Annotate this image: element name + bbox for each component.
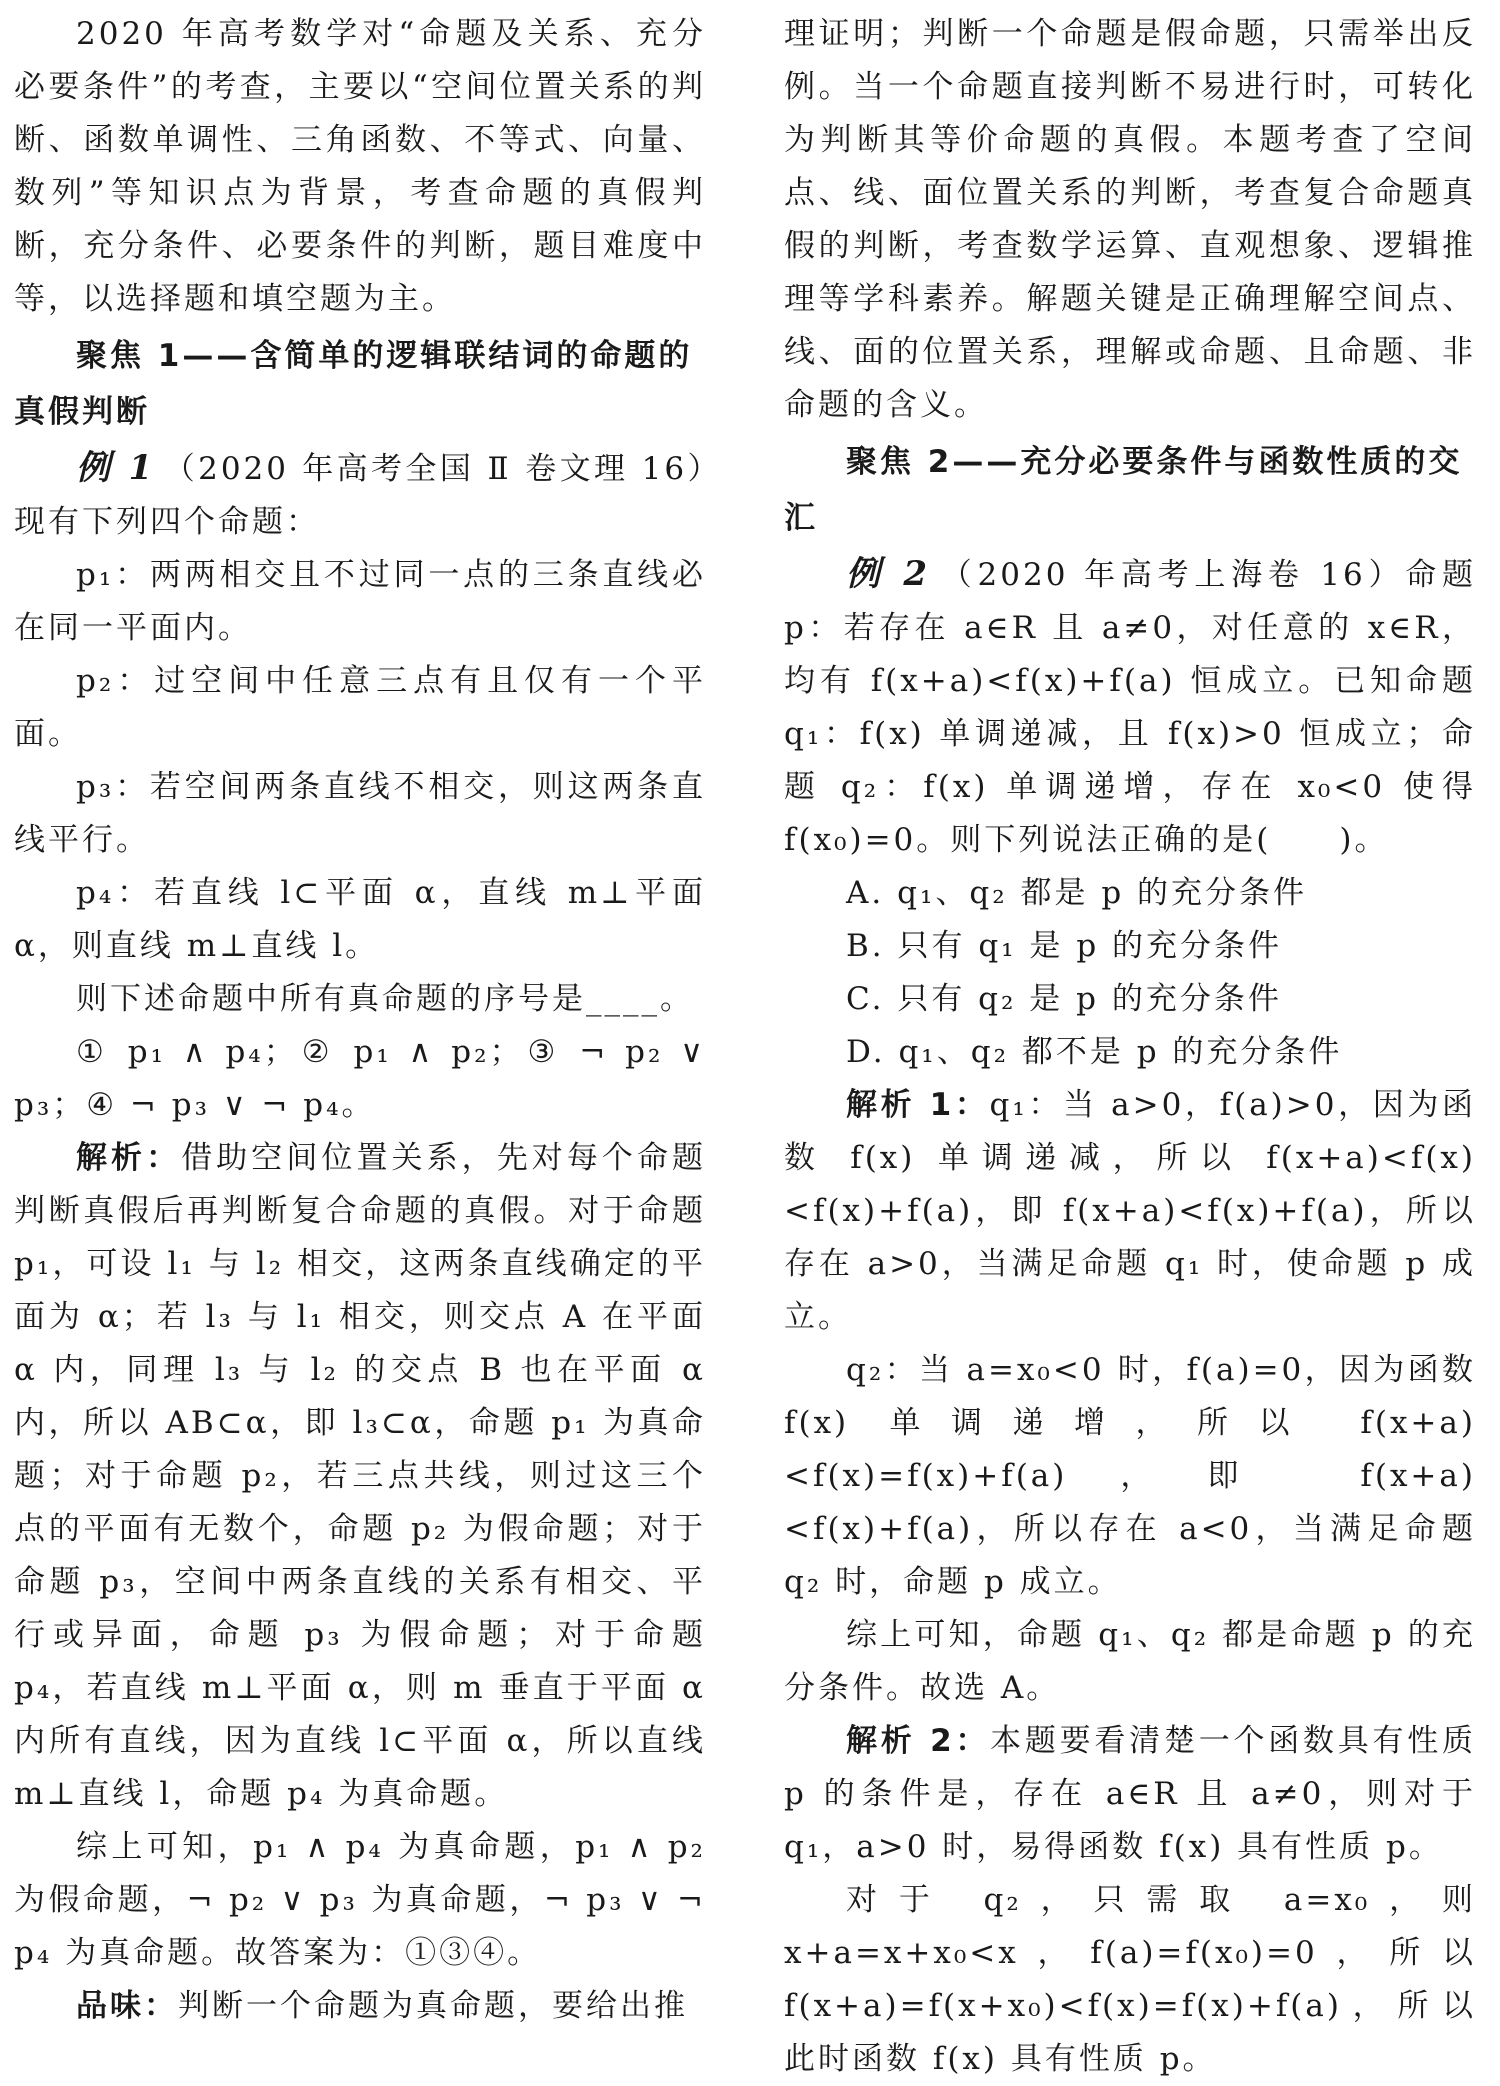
solution-1-paragraph [784, 1079, 1476, 1344]
example-1-label: 例 1 [76, 448, 156, 488]
left-column [14, 8, 719, 2033]
proposition-p4: p₄：若直线 l⊂平面 α，直线 m⊥平面 α，则直线 m⊥直线 l。 [14, 875, 719, 964]
question-paragraph: 则下述命题中所有真命题的序号是____。 [76, 981, 694, 1017]
option-d: D. q₁、q₂ 都不是 p 的充分条件 [846, 1034, 1343, 1070]
solution-1-text: q₁：当 a>0，f(a)>0，因为函数 f(x) 单调递减，所以 f(x+a)<f(x)<f(x)+f(a)，即 f(x+a)<f(x)+f(a)，所以存在 a>0，当满足命题 q₁ 时，使命题 p 成立。 [784, 1087, 1476, 1335]
taste-label: 品味： [76, 1988, 178, 2024]
analysis-label: 解析： [76, 1140, 182, 1176]
proposition-p1: p₁：两两相交且不过同一点的三条直线必在同一平面内。 [14, 557, 706, 646]
solution-2-paragraph [784, 1715, 1489, 1874]
option-a: A. q₁、q₂ 都是 p 的充分条件 [846, 875, 1308, 911]
analysis-text: 借助空间位置关系，先对每个命题判断真假后再判断复合命题的真假。对于命题 p₁，可设 l₁ 与 l₂ 相交，这两条直线确定的平面为 α；若 l₃ 与 l₁ 相交，则交点 A 在平面 α 内，同理 l₃ 与 l₂ 的交点 B 也在平面 α 内，所以 AB⊂α，即 l₃⊂α，命题 p₁ 为真命题；对于命题 p₂，若三点共线，则过这三个点的平面有无数个，命题 p₂ 为假命题；对于命题 p₃，空间中两条直线的关系有相交、平行或异面，命题 p₃ 为假命题；对于命题 p₄，若直线 m⊥平面 α，则 m 垂直于平面 α 内所有直线，因为直线 l⊂平面 α，所以直线 m⊥直线 l，命题 p₄ 为真命题。 [14, 1140, 719, 1812]
example-2-paragraph [784, 548, 1489, 867]
proposition-p3: p₃：若空间两条直线不相交，则这两条直线平行。 [14, 769, 706, 858]
taste-text: 判断一个命题为真命题，要给出推 [178, 1988, 688, 2024]
solution-2-q2-paragraph: 对于 q₂，只需取 a=x₀，则 x+a=x+x₀<x，f(a)=f(x₀)=0，所以 f(x+a)=f(x+x₀)<f(x)=f(x)+f(a)，所以此时函数 f(x) 具有性质 p。 [784, 1882, 1489, 2077]
focus-1-heading: 聚焦 1——含简单的逻辑联结词的命题的真假判断 [14, 338, 693, 430]
right-column [784, 8, 1489, 2086]
option-c: C. 只有 q₂ 是 p 的充分条件 [846, 981, 1282, 1017]
focus-2-heading: 聚焦 2——充分必要条件与函数性质的交汇 [784, 444, 1463, 536]
solution-1-q2-paragraph: q₂：当 a=x₀<0 时，f(a)=0，因为函数 f(x) 单调递增，所以 f(x+a)<f(x)=f(x)+f(a)，即 f(x+a)<f(x)+f(a)，所以存在 a<0，当满足命题 q₂ 时，命题 p 成立。 [784, 1352, 1489, 1600]
example-1-text: （2020 年高考全国 Ⅱ 卷文理 16）现有下列四个命题： [14, 451, 706, 540]
option-b: B. 只有 q₁ 是 p 的充分条件 [846, 928, 1283, 964]
solution-2-label: 解析 2： [846, 1723, 991, 1759]
taste-paragraph [14, 1980, 706, 2033]
choices-paragraph: ① p₁ ∧ p₄；② p₁ ∧ p₂；③ ¬ p₂ ∨ p₃；④ ¬ p₃ ∨ ¬ p₄。 [14, 1034, 719, 1123]
solution-2-text: 本题要看清楚一个函数具有性质 p 的条件是，存在 a∈R 且 a≠0，则对于 q₁，a>0 时，易得函数 f(x) 具有性质 p。 [784, 1723, 1489, 1865]
summary-paragraph: 综上可知，p₁ ∧ p₄ 为真命题，p₁ ∧ p₂ 为假命题，¬ p₂ ∨ p₃ 为真命题，¬ p₃ ∨ ¬ p₄ 为真命题。故答案为：①③④。 [14, 1829, 719, 1971]
proposition-p2: p₂：过空间中任意三点有且仅有一个平面。 [14, 663, 706, 752]
example-1-paragraph [14, 442, 706, 549]
example-2-label: 例 2 [846, 554, 931, 594]
analysis-paragraph [14, 1132, 719, 1821]
continuation-paragraph: 理证明；判断一个命题是假命题，只需举出反例。当一个命题直接判断不易进行时，可转化为判断其等价命题的真假。本题考查了空间点、线、面位置关系的判断，考查复合命题真假的判断，考查数学运算、直观想象、逻辑推理等学科素养。解题关键是正确理解空间点、线、面的位置关系，理解或命题、且命题、非命题的含义。 [784, 16, 1476, 423]
solution-1-summary: 综上可知，命题 q₁、q₂ 都是命题 p 的充分条件。故选 A。 [784, 1617, 1476, 1706]
solution-1-label: 解析 1： [846, 1087, 990, 1123]
intro-paragraph: 2020 年高考数学对“命题及关系、充分必要条件”的考查，主要以“空间位置关系的判断、函数单调性、三角函数、不等式、向量、数列”等知识点为背景，考查命题的真假判断，充分条件、必要条件的判断，题目难度中等，以选择题和填空题为主。 [14, 16, 706, 317]
example-2-text: （2020 年高考上海卷 16）命题 p：若存在 a∈R 且 a≠0，对任意的 x∈R，均有 f(x+a)<f(x)+f(a) 恒成立。已知命题 q₁：f(x) 单调递减，且 f(x)>0 恒成立；命题 q₂：f(x) 单调递增，存在 x₀<0 使得 f(x₀)=0。则下列说法正确的是( )。 [784, 557, 1489, 858]
